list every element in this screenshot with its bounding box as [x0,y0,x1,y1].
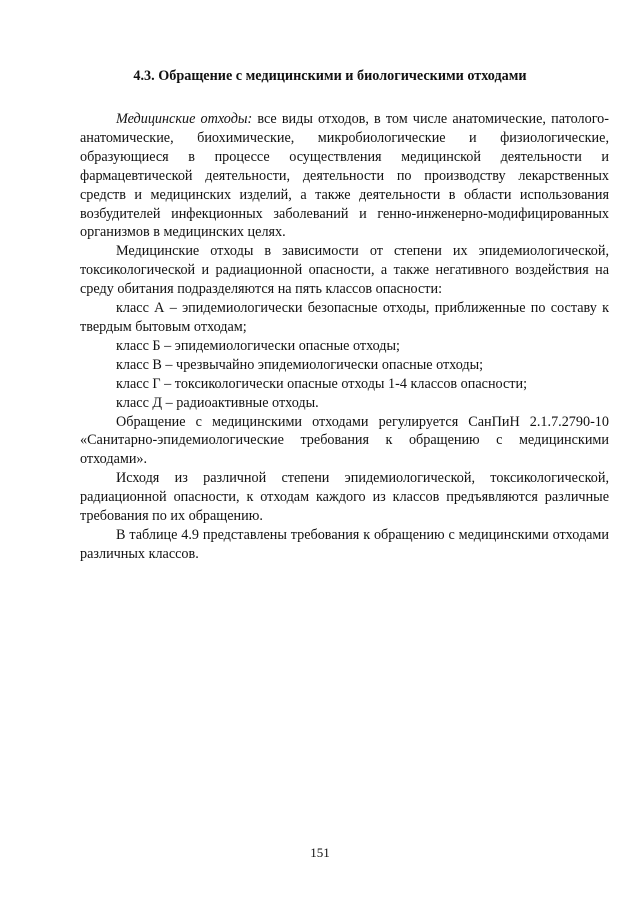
section-title: 4.3. Обращение с медицинскими и биологическими отходами [133,68,527,84]
class-item-b: класс Б – эпидемиологически опасные отходы; [116,337,400,354]
body-text [80,110,609,564]
class-item-a: класс А – эпидемиологически безопасные отходы, приближенные по составу к твердым бытовым отходам; [80,300,609,335]
class-item-d: класс Д – радиоактивные отходы. [116,394,319,411]
page-number: 151 [310,845,330,860]
classification-intro: Медицинские отходы в зависимости от степени их эпидемиологической, токсикологической и радиационной опасности, а также негативного воздействия на среду обитания подразделяются на пять классов опасности: [80,243,609,298]
table-reference-paragraph: В таблице 4.9 представлены требования к обращению с медицинскими отходами различных классов. [80,526,609,562]
class-item-g: класс Г – токсикологически опасные отходы 1-4 классов опасности; [116,375,528,392]
regulation-paragraph: Обращение с медицинскими отходами регулируется СанПиН 2.1.7.2790-10 «Санитарно-эпидемиологические требования к обращению с медицинскими отходами». [80,413,609,468]
definition-term: Медицинские отходы: [116,111,253,127]
definition-text: все виды отходов, в том числе анатомические, патолого-анатомические, биохимические, микробиологические и физиологические, образующиеся в процессе осуществления медицинской деятельности и фармацевтической деятельности, деятельности по производству лекарственных средств и медицинских изделий, а также деятельности в области использования возбудителей инфекционных заболеваний и генно-инженерно-модифицированных организмов в медицинских целях. [80,111,609,241]
requirements-paragraph: Исходя из различной степени эпидемиологической, токсикологической, радиационной опасности, к отходам каждого из классов предъявляются различные требования по их обращению. [80,470,609,525]
definition-paragraph [80,110,609,242]
class-item-v: класс В – чрезвычайно эпидемиологически опасные отходы; [116,356,484,373]
